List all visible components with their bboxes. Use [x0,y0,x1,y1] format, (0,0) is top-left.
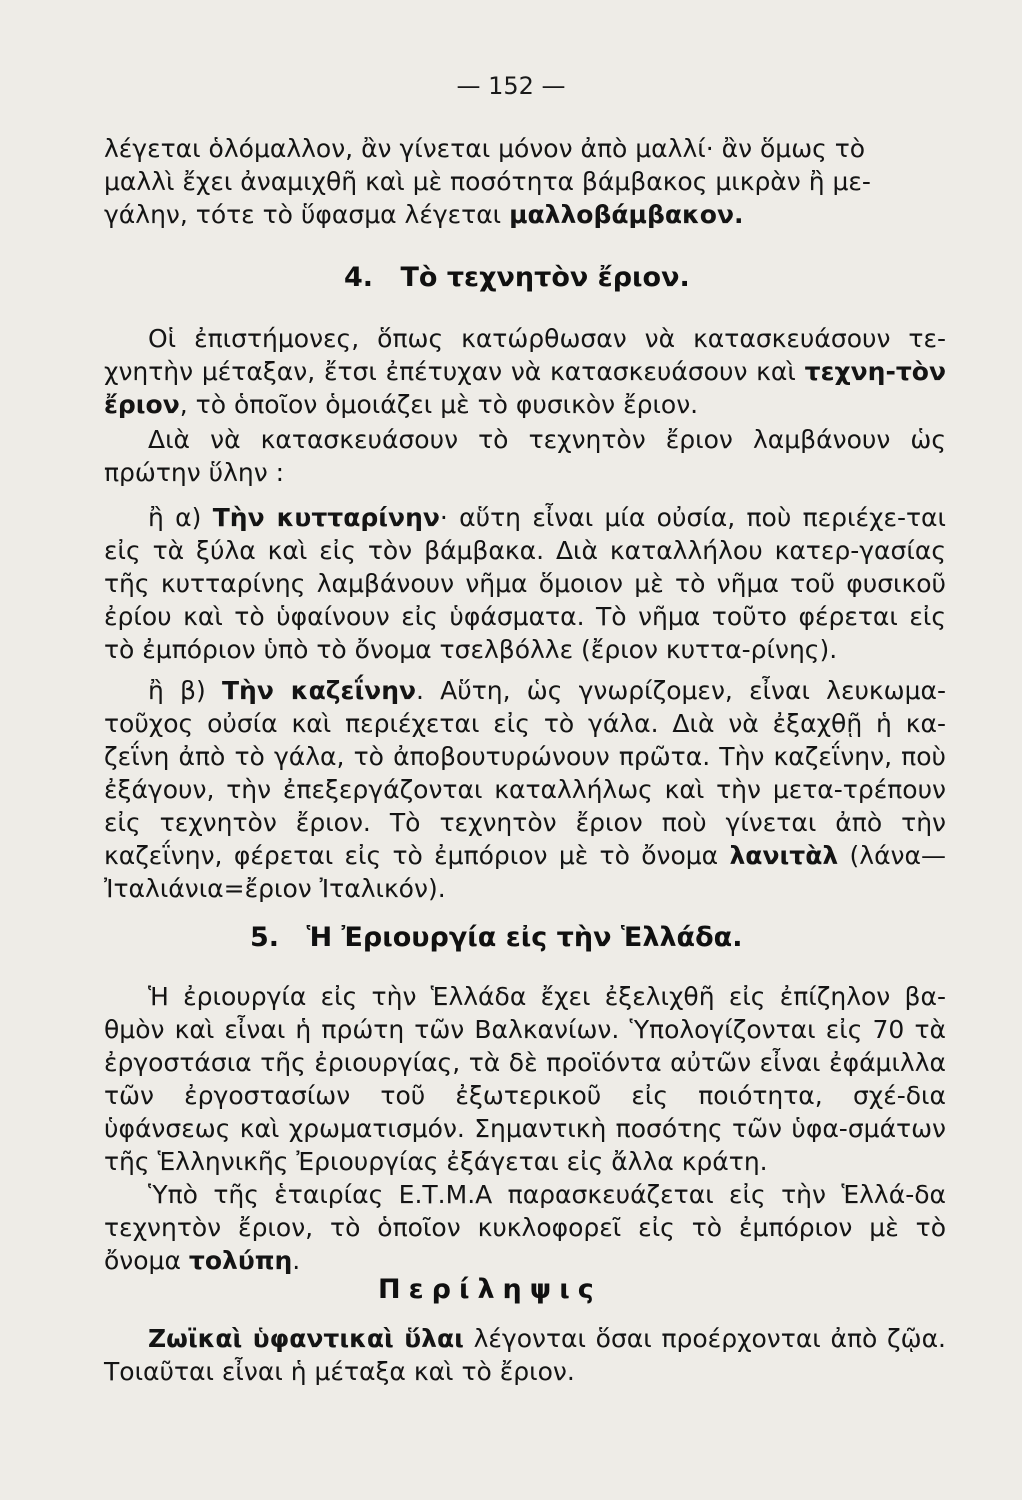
section-4-p1-end: , τὸ ὁποῖον ὁμοιάζει μὲ τὸ φυσικὸν ἔριον. [179,390,699,419]
section-4-item-b [104,674,946,905]
summary-paragraph [104,1322,946,1388]
item-b-end: (λάνα—Ἰταλιάνια=ἔριον Ἰταλικόν). [104,841,946,903]
item-b-text: . Αὕτη, ὡς γνωρίζομεν, εἶναι λευκωμα-τοῦχος οὐσία καὶ περιέχεται εἰς τὸ γάλα. Διὰ νὰ ἐξαχθῇ ἡ κα-ζεΐνη ἀπὸ τὸ γάλα, τὸ ἀποβουτυρώνουν πρῶτα. Τὴν καζεΐνην, ποὺ ἐξάγουν, τὴν ἐπεξεργάζονται καταλλήλως καὶ τὴν μετα-τρέπουν εἰς τεχνητὸν ἔριον. Τὸ τεχνητὸν ἔριον ποὺ γίνεται ἀπὸ τὴν καζεΐνην, φέρεται εἰς τὸ ἐμπόριον μὲ τὸ ὄνομα [104,676,946,870]
item-a-name: τσελβόλλε [439,635,574,664]
section-5-paragraph-1: Ἡ ἐριουργία εἰς τὴν Ἑλλάδα ἔχει ἐξελιχθῆ εἰς ἐπίζηλον βα-θμὸν καὶ εἶναι ἡ πρώτη τῶν Βαλκανίων. Ὑπολογίζονται εἰς 70 τὰ ἐργοστάσια τῆς ἐριουργίας, τὰ δὲ προϊόντα αὐτῶν εἶναι ἐφάμιλλα τῶν ἐργοστασίων τοῦ ἐξωτερικοῦ εἰς ποιότητα, σχέ-δια ὑφάνσεως καὶ χρωματισμόν. Σημαντικὴ ποσότης τῶν ὑφα-σμάτων τῆς Ἑλληνικῆς Ἐριουργίας ἐξάγεται εἰς ἄλλα κράτη. [104,982,946,1176]
section-4-p1-term: τεχνη-τὸν ἔριον [104,357,946,419]
section-5-p2-text: Ὑπὸ τῆς ἑταιρίας Ε.Τ.Μ.Α παρασκευάζεται εἰς τὴν Ἑλλά-δα τεχνητὸν ἔριον, τὸ ὁποῖον κυκλοφορεῖ εἰς τὸ ἐμπόριον μὲ τὸ ὄνομα [104,1180,946,1275]
item-a-prefix: ἢ α) [148,503,213,532]
section-5-paragraph-2 [104,1178,946,1277]
section-4-item-a [104,501,946,666]
intro-line-3 [104,198,946,231]
section-4-heading [344,262,690,293]
section-4-title: Τὸ τεχνητὸν ἔριον. [400,262,690,293]
section-4-number: 4. [344,262,374,293]
item-b-name: λανιτὰλ [729,841,839,870]
intro-line-1: λέγεται ὁλόμαλλον, ἂν γίνεται μόνον ἀπὸ μαλλί· ἂν ὅμως τὸ [104,134,866,163]
intro-line-3-text: γάλην, τότε τὸ ὕφασμα λέγεται [104,200,510,229]
intro-line-2: μαλλὶ ἔχει ἀναμιχθῆ καὶ μὲ ποσότητα βάμβακος μικρὰν ἢ με- [104,167,871,196]
section-4-paragraph-2: Διὰ νὰ κατασκευάσουν τὸ τεχνητὸν ἔριον λαμβάνουν ὡς πρώτην ὕλην : [104,425,946,487]
page-number: — 152 — [456,72,566,100]
item-a-end: (ἔριον κυττα-ρίνης). [573,635,838,664]
section-5-body [104,980,946,1277]
section-5-title: Ἡ Ἐριουργία εἰς τὴν Ἑλλάδα. [306,922,743,953]
section-4-paragraph-1 [104,322,946,421]
summary-term: Ζωϊκαὶ ὑφαντικαὶ ὕλαι [148,1324,464,1353]
section-5-product-name: τολύπη [188,1246,293,1275]
intro-term: μαλλοβάμβακον. [509,200,744,229]
section-5-heading [250,922,742,953]
summary-text: λέγονται ὅσαι προέρχονται ἀπὸ ζῷα. Τοιαῦται εἶναι ἡ μέταξα καὶ τὸ ἔριον. [104,1324,946,1386]
item-a-term: Τὴν κυτταρίνην [212,503,440,532]
summary-body [104,1322,946,1388]
item-b-prefix: ἢ β) [148,676,222,705]
section-5-p2-end: . [292,1246,301,1275]
section-4-p1-text: Οἱ ἐπιστήμονες, ὅπως κατώρθωσαν νὰ κατασκευάσουν τε-χνητὴν μέταξαν, ἔτσι ἐπέτυχαν νὰ κατασκευάσουν καὶ [104,324,946,386]
intro-paragraph [104,132,946,231]
item-a-text: · αὕτη εἶναι μία οὐσία, ποὺ περιέχε-ται εἰς τὰ ξύλα καὶ εἰς τὸν βάμβακα. Διὰ καταλλήλου κατερ-γασίας τῆς κυτταρίνης λαμβάνουν νῆμα ὅμοιον μὲ τὸ νῆμα τοῦ φυσικοῦ ἐρίου καὶ τὸ ὑφαίνουν εἰς ὑφάσματα. Τὸ νῆμα τοῦτο φέρεται εἰς τὸ ἐμπόριον ὑπὸ τὸ ὄνομα [104,503,946,664]
item-b-term: Τὴν καζεΐνην [221,676,417,705]
summary-heading: Περίληψις [378,1274,602,1305]
section-4-body [104,322,946,905]
section-5-number: 5. [250,922,280,953]
